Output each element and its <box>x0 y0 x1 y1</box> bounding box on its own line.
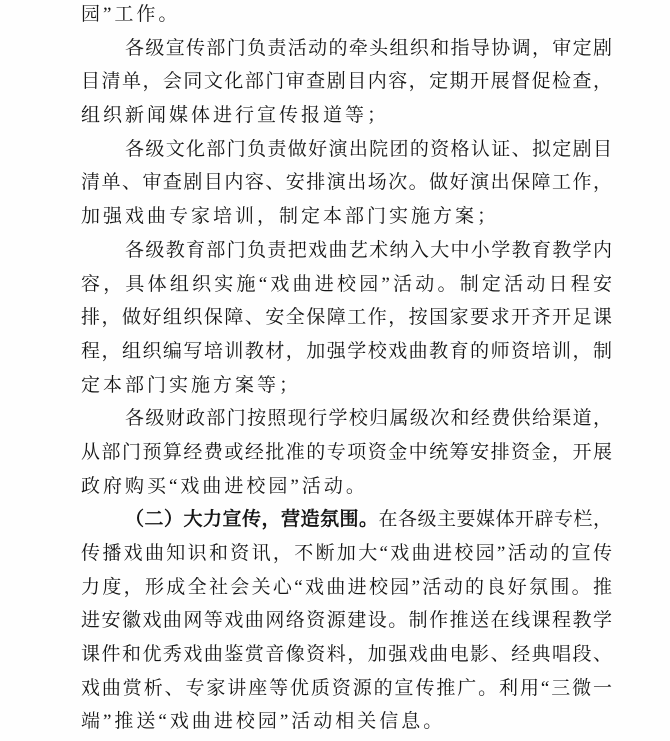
text-segment: 课件和优秀戏曲鉴赏音像资料，加强戏曲电影、经典唱段、 <box>81 644 612 666</box>
text-line <box>81 672 612 706</box>
text-segment: 政府购买“戏曲进校园”活动。 <box>81 475 368 497</box>
paragraph <box>81 402 612 503</box>
text-line <box>81 166 612 200</box>
text-line <box>81 0 612 32</box>
text-segment: 容，具体组织实施“戏曲进校园”活动。制定活动日程安 <box>81 273 612 295</box>
text-segment: 传播戏曲知识和资讯，不断加大“戏曲进校园”活动的宣传 <box>81 543 612 564</box>
paragraph <box>81 503 612 739</box>
text-line <box>81 705 612 739</box>
text-segment: 进安徽戏曲网等戏曲网络资源建设。制作推送在线课程教学 <box>81 610 612 632</box>
document-text-block <box>81 0 612 739</box>
text-segment: 各级财政部门按照现行学校归属级次和经费供给渠道， <box>125 408 612 430</box>
text-line <box>81 65 612 99</box>
text-line <box>81 503 612 537</box>
text-line <box>81 369 612 403</box>
paragraph <box>81 0 612 32</box>
text-segment: 各级宣传部门负责活动的牵头组织和指导协调，审定剧 <box>125 37 612 59</box>
text-line <box>81 268 612 302</box>
text-segment: 从部门预算经费或经批准的专项资金中统筹安排资金，开展 <box>81 441 612 463</box>
text-line <box>81 32 612 66</box>
section-heading-segment: （二）大力宣传，营造氛围。 <box>125 509 379 531</box>
text-segment: 程，组织编写培训教材，加强学校戏曲教育的师资培训，制 <box>81 340 612 362</box>
text-segment: 清单、审查剧目内容、安排演出场次。做好演出保障工作， <box>81 172 612 194</box>
text-line <box>81 335 612 369</box>
text-line <box>81 99 612 133</box>
paragraph <box>81 32 612 133</box>
text-segment: 定本部门实施方案等； <box>81 374 302 396</box>
text-line <box>81 638 612 672</box>
text-segment: 力度，形成全社会关心“戏曲进校园”活动的良好氛围。推 <box>81 576 612 598</box>
text-segment: 目清单，会同文化部门审查剧目内容，定期开展督促检查， <box>81 71 612 93</box>
text-segment: 加强戏曲专家培训，制定本部门实施方案； <box>81 206 500 228</box>
text-segment: 组织新闻媒体进行宣传报道等； <box>81 105 390 127</box>
text-segment: 各级教育部门负责把戏曲艺术纳入大中小学教育教学内 <box>125 239 612 261</box>
text-line <box>81 402 612 436</box>
text-segment: 在各级主要媒体开辟专栏， <box>378 509 612 531</box>
text-line <box>81 604 612 638</box>
text-line <box>81 133 612 167</box>
text-segment: 戏曲赏析、专家讲座等优质资源的宣传推广。利用“三微一 <box>81 677 612 699</box>
text-line <box>81 200 612 234</box>
text-segment: 园”工作。 <box>81 4 181 25</box>
paragraph <box>81 133 612 234</box>
text-line <box>81 571 612 605</box>
text-line <box>81 537 612 571</box>
text-line <box>81 436 612 470</box>
text-line <box>81 470 612 504</box>
text-segment: 各级文化部门负责做好演出院团的资格认证、拟定剧目 <box>125 138 612 160</box>
text-line <box>81 234 612 268</box>
text-segment: 排，做好组织保障、安全保障工作，按国家要求开齐开足课 <box>81 307 612 329</box>
text-line <box>81 301 612 335</box>
paragraph <box>81 234 612 402</box>
text-segment: 端”推送“戏曲进校园”活动相关信息。 <box>81 711 446 733</box>
